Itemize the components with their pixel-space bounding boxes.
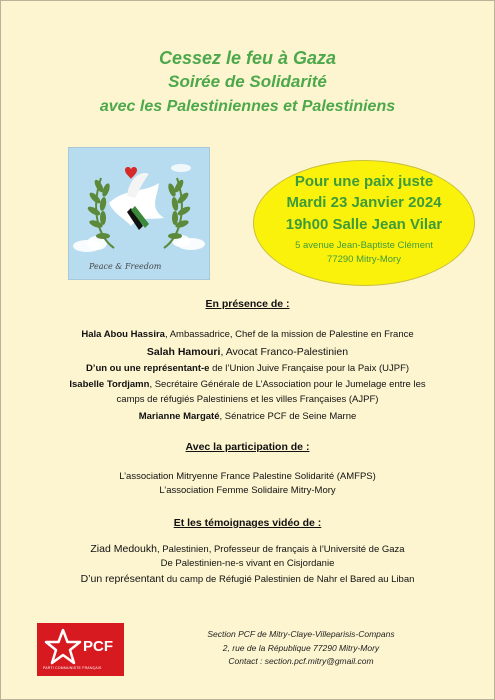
speaker-name: Salah Hamouri (146, 346, 221, 358)
testimony-westbank: De Palestinien-ne-s vivant en Cisjordanie (160, 558, 335, 569)
speaker-tordjamn (1, 379, 494, 390)
speaker-name: Isabelle Tordjamn (69, 379, 150, 390)
speaker-role: , Secrétaire Générale de L’Association pour le Jumelage entre les (149, 379, 426, 390)
testimony-role: du camp de Réfugié Palestinien de Nahr el Bared au Liban (164, 574, 415, 585)
testimonies-heading: Et les témoignages vidéo de : (173, 517, 322, 529)
event-info-oval (253, 160, 475, 286)
speaker-tordjamn-role-cont: camps de réfugiés Palestiniens et les villes Françaises (AJPF) (116, 394, 379, 405)
testimony-role: , Palestinien, Professeur de français à l’Université de Gaza (156, 544, 405, 555)
headline-with-palestinians: avec les Palestiniennes et Palestiniens (99, 98, 396, 115)
event-time-place: 19h00 Salle Jean Vilar (285, 216, 443, 233)
footer-address: 2, rue de la République 77290 Mitry-Mory (222, 643, 380, 653)
dove-wreath-icon (69, 148, 209, 279)
participant-femme-solidaire: L’association Femme Solidaire Mitry-Mory (159, 485, 336, 496)
event-tagline: Pour une paix juste (294, 173, 434, 190)
participant-amfps: L’association Mitryenne France Palestine Solidarité (AMFPS) (119, 471, 376, 482)
pcf-logo-text: PCF (83, 638, 113, 655)
event-date: Mardi 23 Janvier 2024 (286, 194, 442, 211)
event-address-city: 77290 Mitry-Mory (327, 254, 401, 265)
testimony-nahr-el-bared (1, 573, 494, 585)
speaker-name: Hala Abou Hassira (81, 329, 165, 340)
speaker-role: , Avocat Franco-Palestinien (220, 346, 349, 358)
speaker-margate (1, 411, 494, 422)
speaker-ambassador (1, 329, 494, 340)
speaker-ujfp (1, 363, 494, 374)
headline-ceasefire: Cessez le feu à Gaza (158, 48, 337, 68)
speaker-name: Marianne Margaté (138, 411, 220, 422)
speaker-role: , Ambassadrice, Chef de la mission de Palestine en France (164, 329, 414, 340)
event-address-street: 5 avenue Jean-Baptiste Clément (295, 240, 433, 251)
footer-section: Section PCF de Mitry-Claye-Villeparisis-Compans (207, 629, 395, 639)
pcf-logo (37, 623, 124, 676)
speaker-role: de l’Union Juive Française pour la Paix (UJPF) (209, 363, 410, 374)
speaker-hamouri (1, 346, 494, 358)
testimony-name: Ziad Medoukh (90, 543, 157, 555)
participation-heading: Avec la participation de : (185, 441, 310, 453)
testimony-lead: D’un représentant (80, 573, 165, 585)
speaker-name: D’un ou une représentant-e (85, 363, 210, 374)
speaker-role: , Sénatrice PCF de Seine Marne (219, 411, 357, 422)
pcf-logo-subtitle: PARTI COMMUNISTE FRANÇAIS (43, 666, 102, 670)
peace-freedom-caption: Peace & Freedom (89, 262, 162, 271)
pcf-star-icon (43, 627, 83, 667)
footer-contact: Contact : section.pcf.mitry@gmail.com (228, 656, 374, 666)
headline-solidarity-evening: Soirée de Solidarité (168, 72, 327, 91)
testimony-medoukh (1, 543, 494, 555)
presence-heading: En présence de : (205, 298, 290, 310)
peace-dove-illustration (68, 147, 210, 280)
